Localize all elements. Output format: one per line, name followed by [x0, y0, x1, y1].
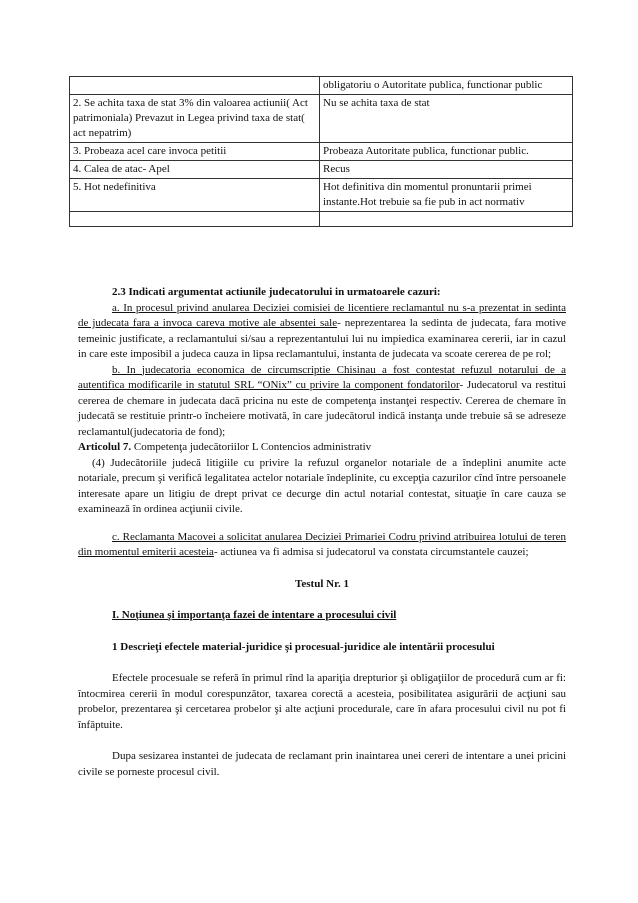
article-text: (4) Judecătoriile judecă litigiile cu privire la refuzul organelor notariale de a îndeplini anumite acte notariale, precum şi verifică legalitatea actelor notariale îndeplinite, cu excepţia cazurilor cînd între persoanele interesate apare un litigiu de drept privat ce decurge din actul notarial contestat, situaţie în care cauza se examinează în ordinea acţiunii civile. [78, 456, 566, 515]
test-paragraph-2: Dupa sesizarea instantei de judecata de reclamant prin inaintarea unei cereri de intentare a unei pricini civile se porneste procesul civil. [78, 750, 566, 778]
case-a-paragraph [78, 301, 566, 363]
spacer [78, 655, 566, 671]
table-cell-right [320, 212, 573, 227]
table-cell-right: Probeaza Autoritate publica, functionar public. [320, 143, 573, 161]
case-c-answer: - actiunea va fi admisa si judecatorul va constata circumstantele cauzei; [213, 546, 529, 558]
case-b-answer: - Judecatorul va restitui cererea de chemare in judecata dacă pricina nu este de competenţa instanţei respectiv. Cererea de chemare în judecată se restituie printr-o încheiere motivată, în care judecătorul indică instanţa unde trebuie să se adreseze reclamantul(judecatoria de fond); [78, 379, 566, 438]
spacer [78, 592, 566, 608]
table-cell-right: Hot definitiva din momentul pronuntarii primei instante.Hot trebuie sa fie pub in act normativ [320, 179, 573, 212]
section-heading: 2.3 Indicati argumentat actiunile judecatorului in urmatoarele cazuri: [112, 286, 441, 298]
table-cell-right: Recus [320, 161, 573, 179]
document-body [78, 285, 566, 780]
case-b-paragraph [78, 363, 566, 441]
table-cell-left: 2. Se achita taxa de stat 3% din valoarea actiunii( Act patrimoniala) Prevazut in Legea privind taxa de stat( act nepatrim) [70, 95, 320, 143]
table-row [70, 161, 573, 179]
article-label: Articolul 7. [78, 441, 132, 453]
article-title: Competenţa judecătoriilor L Contencios administrativ [133, 441, 372, 453]
article-heading [78, 440, 566, 456]
table-row [70, 179, 573, 212]
table-cell-left: 3. Probeaza acel care invoca petitii [70, 143, 320, 161]
table-row [70, 95, 573, 143]
table-cell-left [70, 77, 320, 95]
case-c-paragraph [78, 530, 566, 561]
table-cell-right: obligatoriu o Autoritate publica, functionar public [320, 77, 573, 95]
test-heading-2: 1 Descrieţi efectele material-juridice şi procesual-juridice ale intentării procesului [112, 640, 495, 653]
case-a-prompt: a. In procesul privind anularea Deciziei comisiei de licentiere reclamantul nu s-a prezentat in sedinta de judecata fara a invoca careva motive ale absentei sale [78, 301, 566, 329]
test-title: Testul Nr. 1 [295, 577, 349, 590]
test-paragraph-1: Efectele procesuale se referă în primul rînd la apariţia drepturior şi obligaţiilor de procedură cum ar fi: întocmirea cererii în modul corespunzător, taxarea corectă a acesteia, posibilitatea asigurării de acţiuni sau probelor, prezentarea şi cercetarea probelor şi alte acţiuni procedurale, care în afara procesului civil nu pot fi înfăptuite. [78, 672, 566, 731]
table-cell-right: Nu se achita taxa de stat [320, 95, 573, 143]
comparison-table [69, 76, 573, 227]
case-c-prompt: c. Reclamanta Macovei a solicitat anularea Deciziei Primariei Codru privind atribuirea lotului de teren din momentul emiterii acesteia [78, 530, 566, 558]
spacer [78, 518, 566, 530]
spacer [78, 733, 566, 749]
table-row-empty [70, 212, 573, 227]
table-row [70, 77, 573, 95]
table-cell-left [70, 212, 320, 227]
spacer [78, 561, 566, 577]
spacer [78, 624, 566, 640]
test-heading-1: I. Noţiunea şi importanţa fazei de intentare a procesului civil [112, 609, 397, 621]
case-b-prompt: b. In judecatoria economica de circumscriptie Chisinau a fost contestat refuzul notarului de a autentifica modificarile in statutul SRL “ONix” cu privire la component fondatorilor [78, 363, 566, 391]
table-row [70, 143, 573, 161]
table-cell-left: 5. Hot nedefinitiva [70, 179, 320, 212]
case-a-answer: - neprezentarea la sedinta de judecata, fara motive temeinic justificate, a reclamantului si/sau a reprezentantului lui nu impiedica examinarea cererii, iar in cazul in care este imposibil a judeca cauza in lipsa reclamantului, instanta de judecata va scoate cererea de pe rol; [78, 317, 566, 360]
table-cell-left: 4. Calea de atac- Apel [70, 161, 320, 179]
